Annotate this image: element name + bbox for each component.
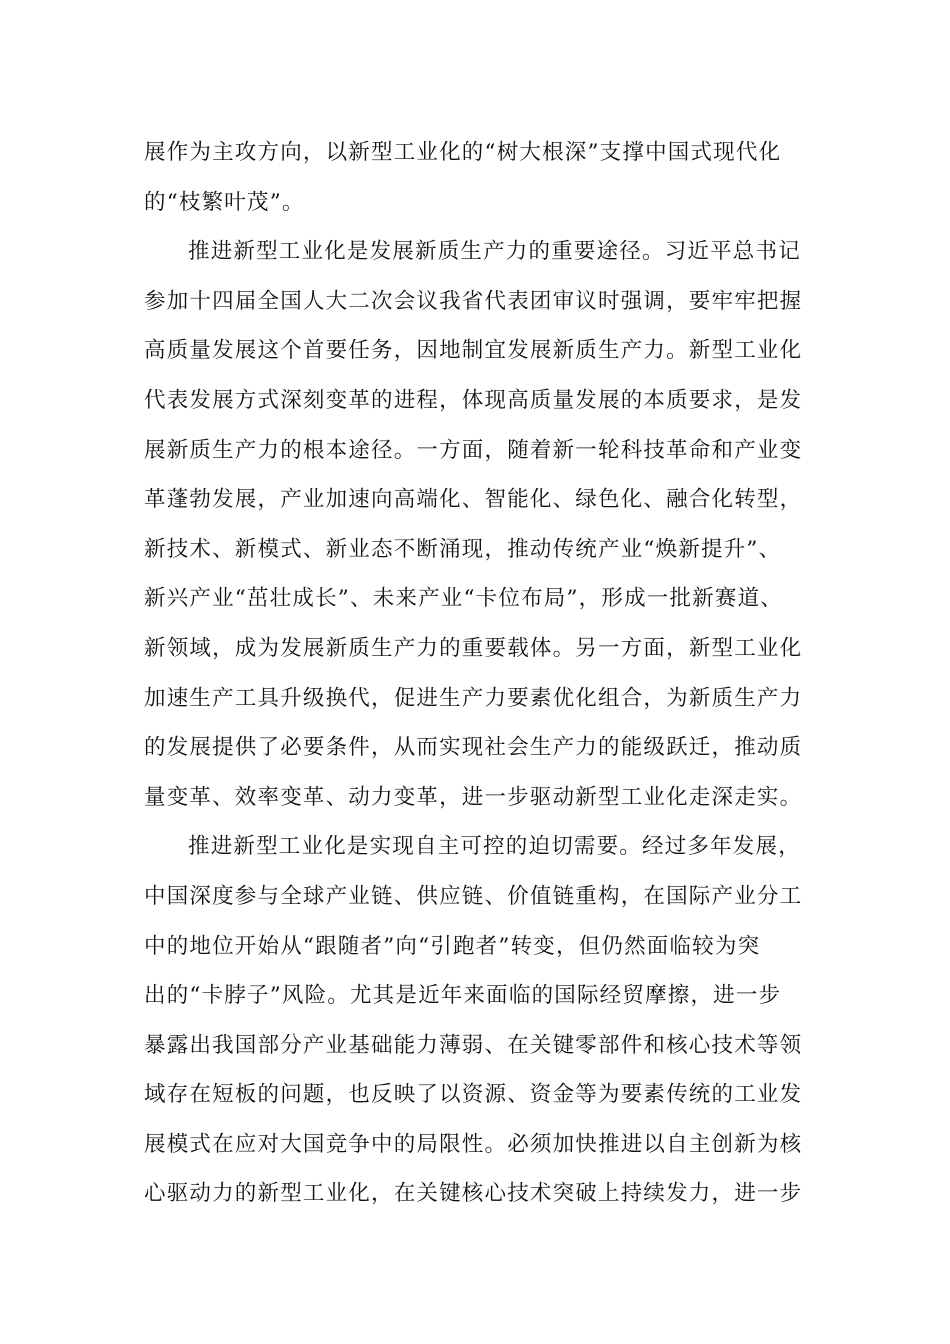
text-line: 高质量发展这个首要任务，因地制宜发展新质生产力。新型工业化 [144, 338, 803, 364]
text-line: 暴露出我国部分产业基础能力薄弱、在关键零部件和核心技术等领 [144, 1032, 803, 1058]
text-line: 新兴产业“茁壮成长”、未来产业“卡位布局”，形成一批新赛道、 [144, 586, 783, 612]
text-line: 域存在短板的问题，也反映了以资源、资金等为要素传统的工业发 [144, 1082, 803, 1108]
text-line: 展新质生产力的根本途径。一方面，随着新一轮科技革命和产业变 [144, 437, 803, 463]
text-line: 的发展提供了必要条件，从而实现社会生产力的能级跃迁，推动质 [144, 735, 803, 761]
text-line: 新技术、新模式、新业态不断涌现，推动传统产业“焕新提升”、 [144, 536, 782, 562]
text-line: 的“枝繁叶茂”。 [144, 189, 305, 215]
text-line: 心驱动力的新型工业化，在关键核心技术突破上持续发力，进一步 [144, 1181, 803, 1207]
text-line: 参加十四届全国人大二次会议我省代表团审议时强调，要牢牢把握 [144, 288, 803, 314]
text-line: 加速生产工具升级换代，促进生产力要素优化组合，为新质生产力 [144, 685, 803, 711]
body-text [144, 128, 814, 1219]
paragraph-start-line: 推进新型工业化是发展新质生产力的重要途径。习近平总书记 [188, 239, 801, 265]
text-line: 展模式在应对大国竞争中的局限性。必须加快推进以自主创新为核 [144, 1131, 803, 1157]
text-line: 革蓬勃发展，产业加速向高端化、智能化、绿色化、融合化转型， [144, 487, 803, 513]
text-line: 代表发展方式深刻变革的进程，体现高质量发展的本质要求，是发 [144, 387, 803, 413]
text-line: 中的地位开始从“跟随者”向“引跑者”转变，但仍然面临较为突 [144, 933, 761, 959]
text-line: 新领域，成为发展新质生产力的重要载体。另一方面，新型工业化 [144, 635, 803, 661]
text-line: 展作为主攻方向，以新型工业化的“树大根深”支撑中国式现代化 [144, 140, 782, 165]
text-line: 出的“卡脖子”风险。尤其是近年来面临的国际经贸摩擦，进一步 [144, 983, 782, 1009]
paragraph-start-line: 推进新型工业化是实现自主可控的迫切需要。经过多年发展， [188, 834, 801, 860]
text-line: 中国深度参与全球产业链、供应链、价值链重构，在国际产业分工 [144, 883, 803, 909]
text-line: 量变革、效率变革、动力变革，进一步驱动新型工业化走深走实。 [144, 784, 803, 810]
